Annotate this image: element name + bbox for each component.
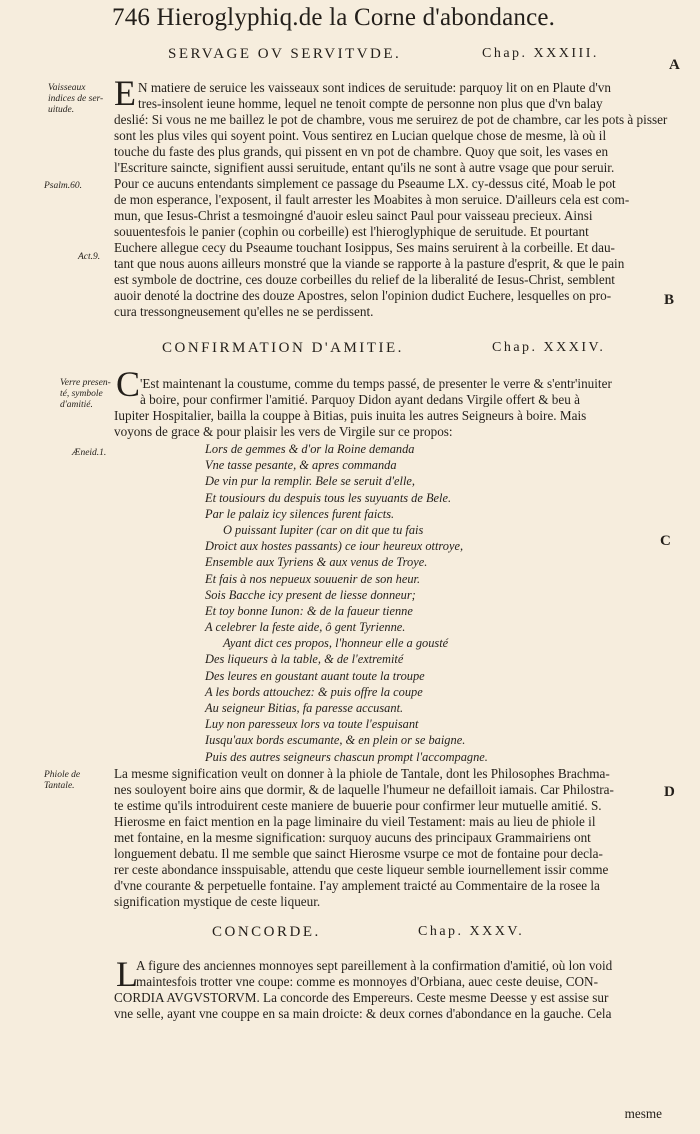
virgil-verse: Lors de gemmes & d'or la Roine demanda Vne tasse pesante, & apres commanda De vin pur la remplir. Bele se seruit d'elle, Et tousiours du despuis tous les suyuants de Bele. Par le palaiz icy silences furent faicts. O puissant Iupiter (car on dit que tu fais Droict aux hostes passants) ce iour heureux ottroye, Ensemble aux Tyriens & aux venus de Troye. Et fais à nos nepueux souuenir de son heur. Sois Bacche icy present de liesse donneur; Et toy bonne Iunon: & de la faueur tienne A celebrer la feste aide, ô gent Tyrienne. Ayant dict ces propos, l'honneur elle a gousté Des liqueurs à la table, & de l'extremité Des leures en goustant auant toute la troupe A les bords attouchez: & puis offre la coupe Au seigneur Bitias, fa paresse accusant. Luy non paresseux lors va toute l'espuisant Iusqu'aux bords escumante, & en plein or se baigne. Puis des autres seigneurs chascun prompt l'accompagne.	[205, 442, 488, 764]
drop-cap-c: C	[116, 364, 141, 404]
section-body-concorde: A figure des anciennes monnoyes sept pareillement à la confirmation d'amitié, où lon void maintesfois trotter vne coupe: comme es monnoyes d'Orbiana, auec ceste deuise, CON- CORDIA AVGVSTORVM. La concorde des Empereurs. Ceste mesme Deesse y est assise sur vne selle, ayant vne couppe en sa main droicte: & deux cornes d'abondance en la gauche. Cela	[114, 958, 613, 1021]
margin-note-psalm: Psalm.60.	[44, 181, 82, 191]
section-title: SERVAGE OV SERVITVDE.	[168, 46, 402, 62]
section-title: CONFIRMATION D'AMITIE.	[162, 340, 404, 356]
section-heading-concorde	[0, 924, 700, 946]
margin-letter-a: A	[669, 57, 680, 73]
running-head: 746 Hieroglyphiq.de la Corne d'abondance.	[112, 4, 556, 31]
margin-letter-c: C	[660, 533, 671, 549]
catchword: mesme	[624, 1106, 662, 1121]
chapter-number: Chap. XXXIII.	[482, 46, 599, 61]
margin-note-phiole: Phiole de Tantale.	[44, 770, 81, 791]
drop-cap-e: E	[114, 73, 136, 113]
margin-note-acts: Act.9.	[78, 252, 101, 262]
margin-letter-b: B	[664, 292, 675, 308]
chapter-number: Chap. XXXIV.	[492, 340, 606, 355]
chapter-number: Chap. XXXV.	[418, 924, 525, 939]
section-heading-amitie	[0, 340, 700, 362]
section-heading-servage	[0, 46, 700, 68]
section-title: CONCORDE.	[212, 924, 321, 940]
margin-note-aeneid: Æneid.1.	[72, 448, 107, 458]
margin-letter-d: D	[664, 784, 675, 800]
section-body-phiole: La mesme signification veult on donner à la phiole de Tantale, dont les Philosophes Brachma- nes souloyent boire ains que dormir, & de laquelle l'humeur ne defailloit iamais. Car Philostra- te estime qu'ils introduirent ceste maniere de buuerie pour confirmer leur mutuelle amitié. S. Hierosme en faict mention en la page liminaire du vieil Testament: mais au lieu de phiole il met fontaine, en la mesme signification: surquoy aucuns des principaux Grammairiens ont longuement debatu. Il me semble que sainct Hierosme vsurpe ce mot de fontaine pour decla- rer ceste abondance insspuisable, attendu que ceste liqueur semble iournellement issir comme d'vne courante & perpetuelle fontaine. I'ay amplement traicté au Commentaire de la rosee la signification mystique de ceste liqueur.	[114, 766, 614, 909]
drop-cap-l: L	[116, 954, 138, 994]
margin-note-verre: Verre presen- té, symbole d'amitié.	[60, 378, 111, 410]
section-body-amitie: 'Est maintenant la coustume, comme du temps passé, de presenter le verre & s'entr'inuiter à boire, pour confirmer l'amitié. Parquoy Didon ayant dedans Virgile offert & beu à Iupiter Hospitalier, bailla la couppe à Bitias, puis inuita les autres Seigneurs à boire. Mais voyons de grace & pour plaisir les vers de Virgile sur ce propos:	[114, 376, 612, 439]
margin-note-vaisseaux: Vaisseaux indices de ser- uitude.	[48, 83, 104, 115]
section-body-servage: N matiere de seruice les vaisseaux sont indices de seruitude: parquoy lit on en Plaute d'vn tres-insolent ieune homme, lequel ne tenoit compte de personne non plus que d'vn balay deslié: Si vous ne me baillez le pot de chambre, vous me seruirez de pot de chambre, car les pots à pisser sont les plus viles qui soyent point. Vous sentirez en Lucian quelque chose de mesme, là où il touche du faste des plus grands, qui pissent en vn pot de chambre. Quoy que soit, les vases en l'Escriture saincte, signifient aussi seruitude, entant qu'ils ne sont à autre vsage que pour seruir. Pour ce aucuns entendants simplement ce passage du Pseaume LX. cy-dessus cité, Moab le pot de mon esperance, l'exposent, il fault arrester les Moabites à mon seruice. D'ailleurs cela est com- mun, que Iesus-Christ a tesmoingné d'auoir esleu sainct Paul pour vaisseau precieux. Ainsi souuentesfois le panier (cophin ou corbeille) est l'hieroglyphique de seruitude. Et pourtant Euchere allegue cecy du Pseaume touchant Iosippus, Ses mains seruirent à la corbeille. Et dau- tant que nous auons ailleurs monstré que la viande se rapporte à la pasture d'esprit, & que le pain est symbole de doctrine, ces douze corbeilles du relief de la liberalité de Iesus-Christ, semblent auoir denoté la doctrine des douze Apostres, selon l'opinion dudict Euchere, lesquelles on pro- cura tressongneusement qu'elles ne se perdissent.	[114, 80, 668, 319]
